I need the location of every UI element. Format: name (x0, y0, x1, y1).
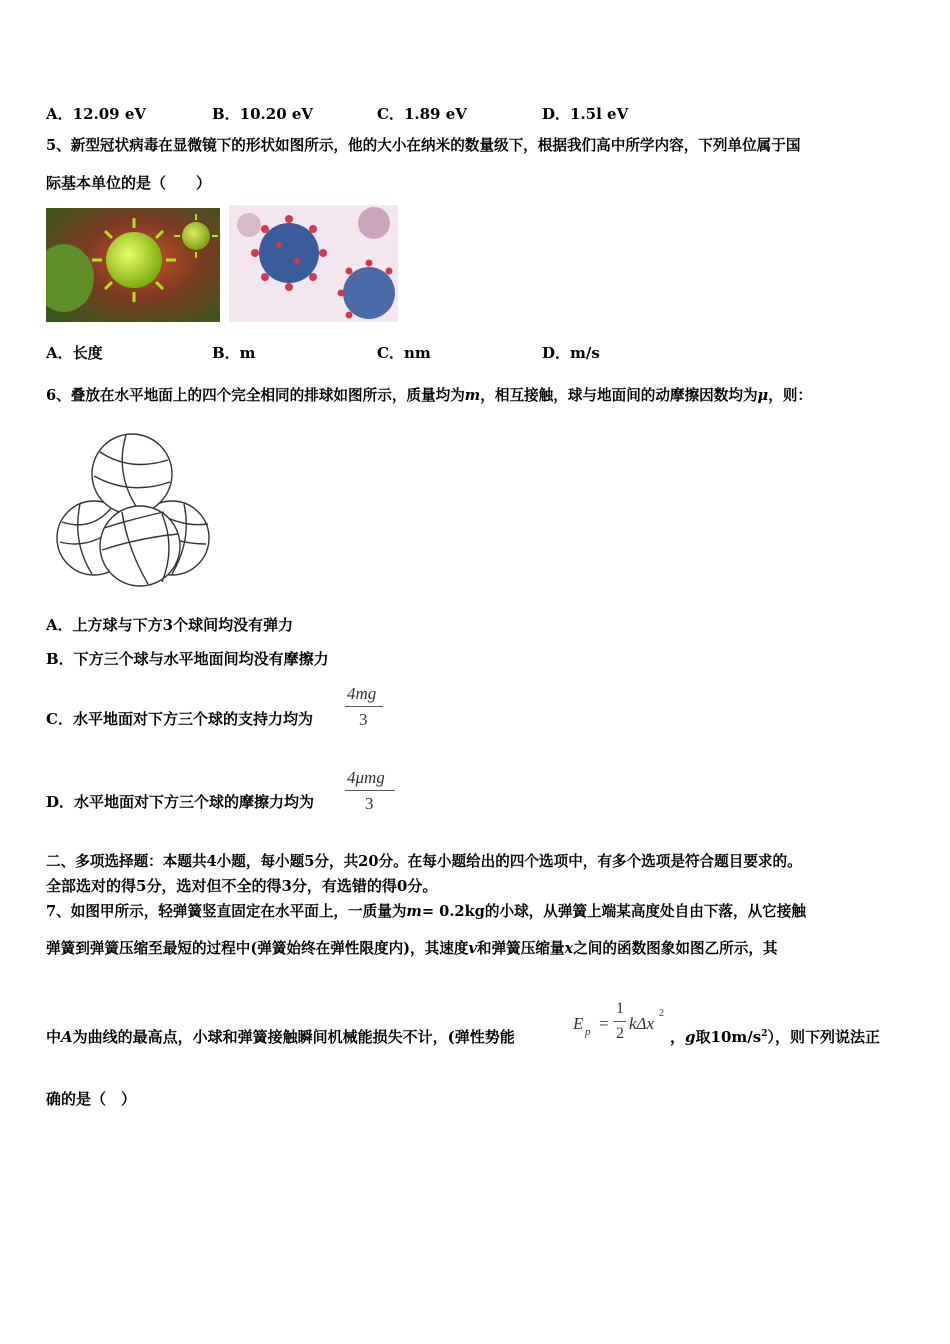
q6-option-b: B．下方三个球与水平地面间均没有摩擦力 (46, 650, 329, 668)
q7-line3-end: ，g取$10m/s^2$），则下列说法正 (670, 1028, 880, 1046)
q6-option-c: C．水平地面对下方三个球的支持力均为 (46, 710, 313, 728)
q7-line4: 确的是（ ） (46, 1090, 137, 1108)
section2-heading-line1: 二、多项选择题：本题共4小题，每小题5分，共20分。在每小题给出的四个选项中，有多个选项是符合题目要求的。 (46, 853, 802, 870)
var-m: m (464, 387, 481, 404)
q4-option-b: B．10.20 eV (212, 105, 314, 123)
q7-line3-start: 中A为曲线的最高点，小球和弹簧接触瞬间机械能损失不计，(弹性势能 (46, 1028, 515, 1046)
q4-option-a: A．12.09 eV (46, 105, 147, 123)
q5-option-d: D．m/s (542, 344, 600, 362)
fraction-4mg-over-3: 4mg 3 (345, 684, 385, 730)
var-v: v (468, 940, 477, 957)
q7-line2: 弹簧到弹簧压缩至最短的过程中(弹簧始终在弹性限度内)，其速度v和弹簧压缩量x之间的函数图象如图乙所示，其 (46, 940, 778, 957)
q6-stem: 6、叠放在水平地面上的四个完全相同的排球如图所示，质量均为m，相互接触，球与地面间的动摩擦因数均为μ，则： (46, 387, 813, 404)
virus-image-green (46, 208, 220, 322)
q5-option-c: C．nm (377, 344, 431, 362)
q4-option-d: D．1.5l eV (542, 105, 629, 123)
virus-image-blue-red (229, 205, 398, 322)
var-g: g (685, 1028, 696, 1046)
q5-stem-line1: 5、新型冠状病毒在显微镜下的形状如图所示，他的大小在纳米的数量级下，根据我们高中所学内容，下列单位属于国 (46, 137, 801, 154)
q4-option-c: C．1.89 eV (377, 105, 467, 123)
section2-heading-line2: 全部选对的得5分，选对但不全的得3分，有选错的得0分。 (46, 877, 438, 895)
var-A: A (61, 1028, 73, 1046)
q5-option-b: B．m (212, 344, 256, 362)
q7-line1: 7、如图甲所示，轻弹簧竖直固定在水平面上，一质量为m= 0.2kg的小球，从弹簧上端某高度处自由下落，从它接触 (46, 903, 806, 920)
var-m: m (406, 903, 422, 920)
elastic-potential-energy-formula: E p = 1 2 kΔx 2 (573, 1000, 664, 1042)
q5-stem-line2: 际基本单位的是（ ） (46, 174, 212, 192)
fraction-4umg-over-3: 4μmg 3 (345, 768, 397, 814)
var-x: x (564, 940, 574, 957)
q6-option-d: D．水平地面对下方三个球的摩擦力均为 (46, 793, 315, 811)
var-mu: μ (757, 387, 769, 404)
volleyball-stack-figure (52, 432, 212, 588)
q6-option-a: A．上方球与下方3个球间均没有弹力 (46, 616, 294, 634)
q5-option-a: A．长度 (46, 344, 103, 362)
